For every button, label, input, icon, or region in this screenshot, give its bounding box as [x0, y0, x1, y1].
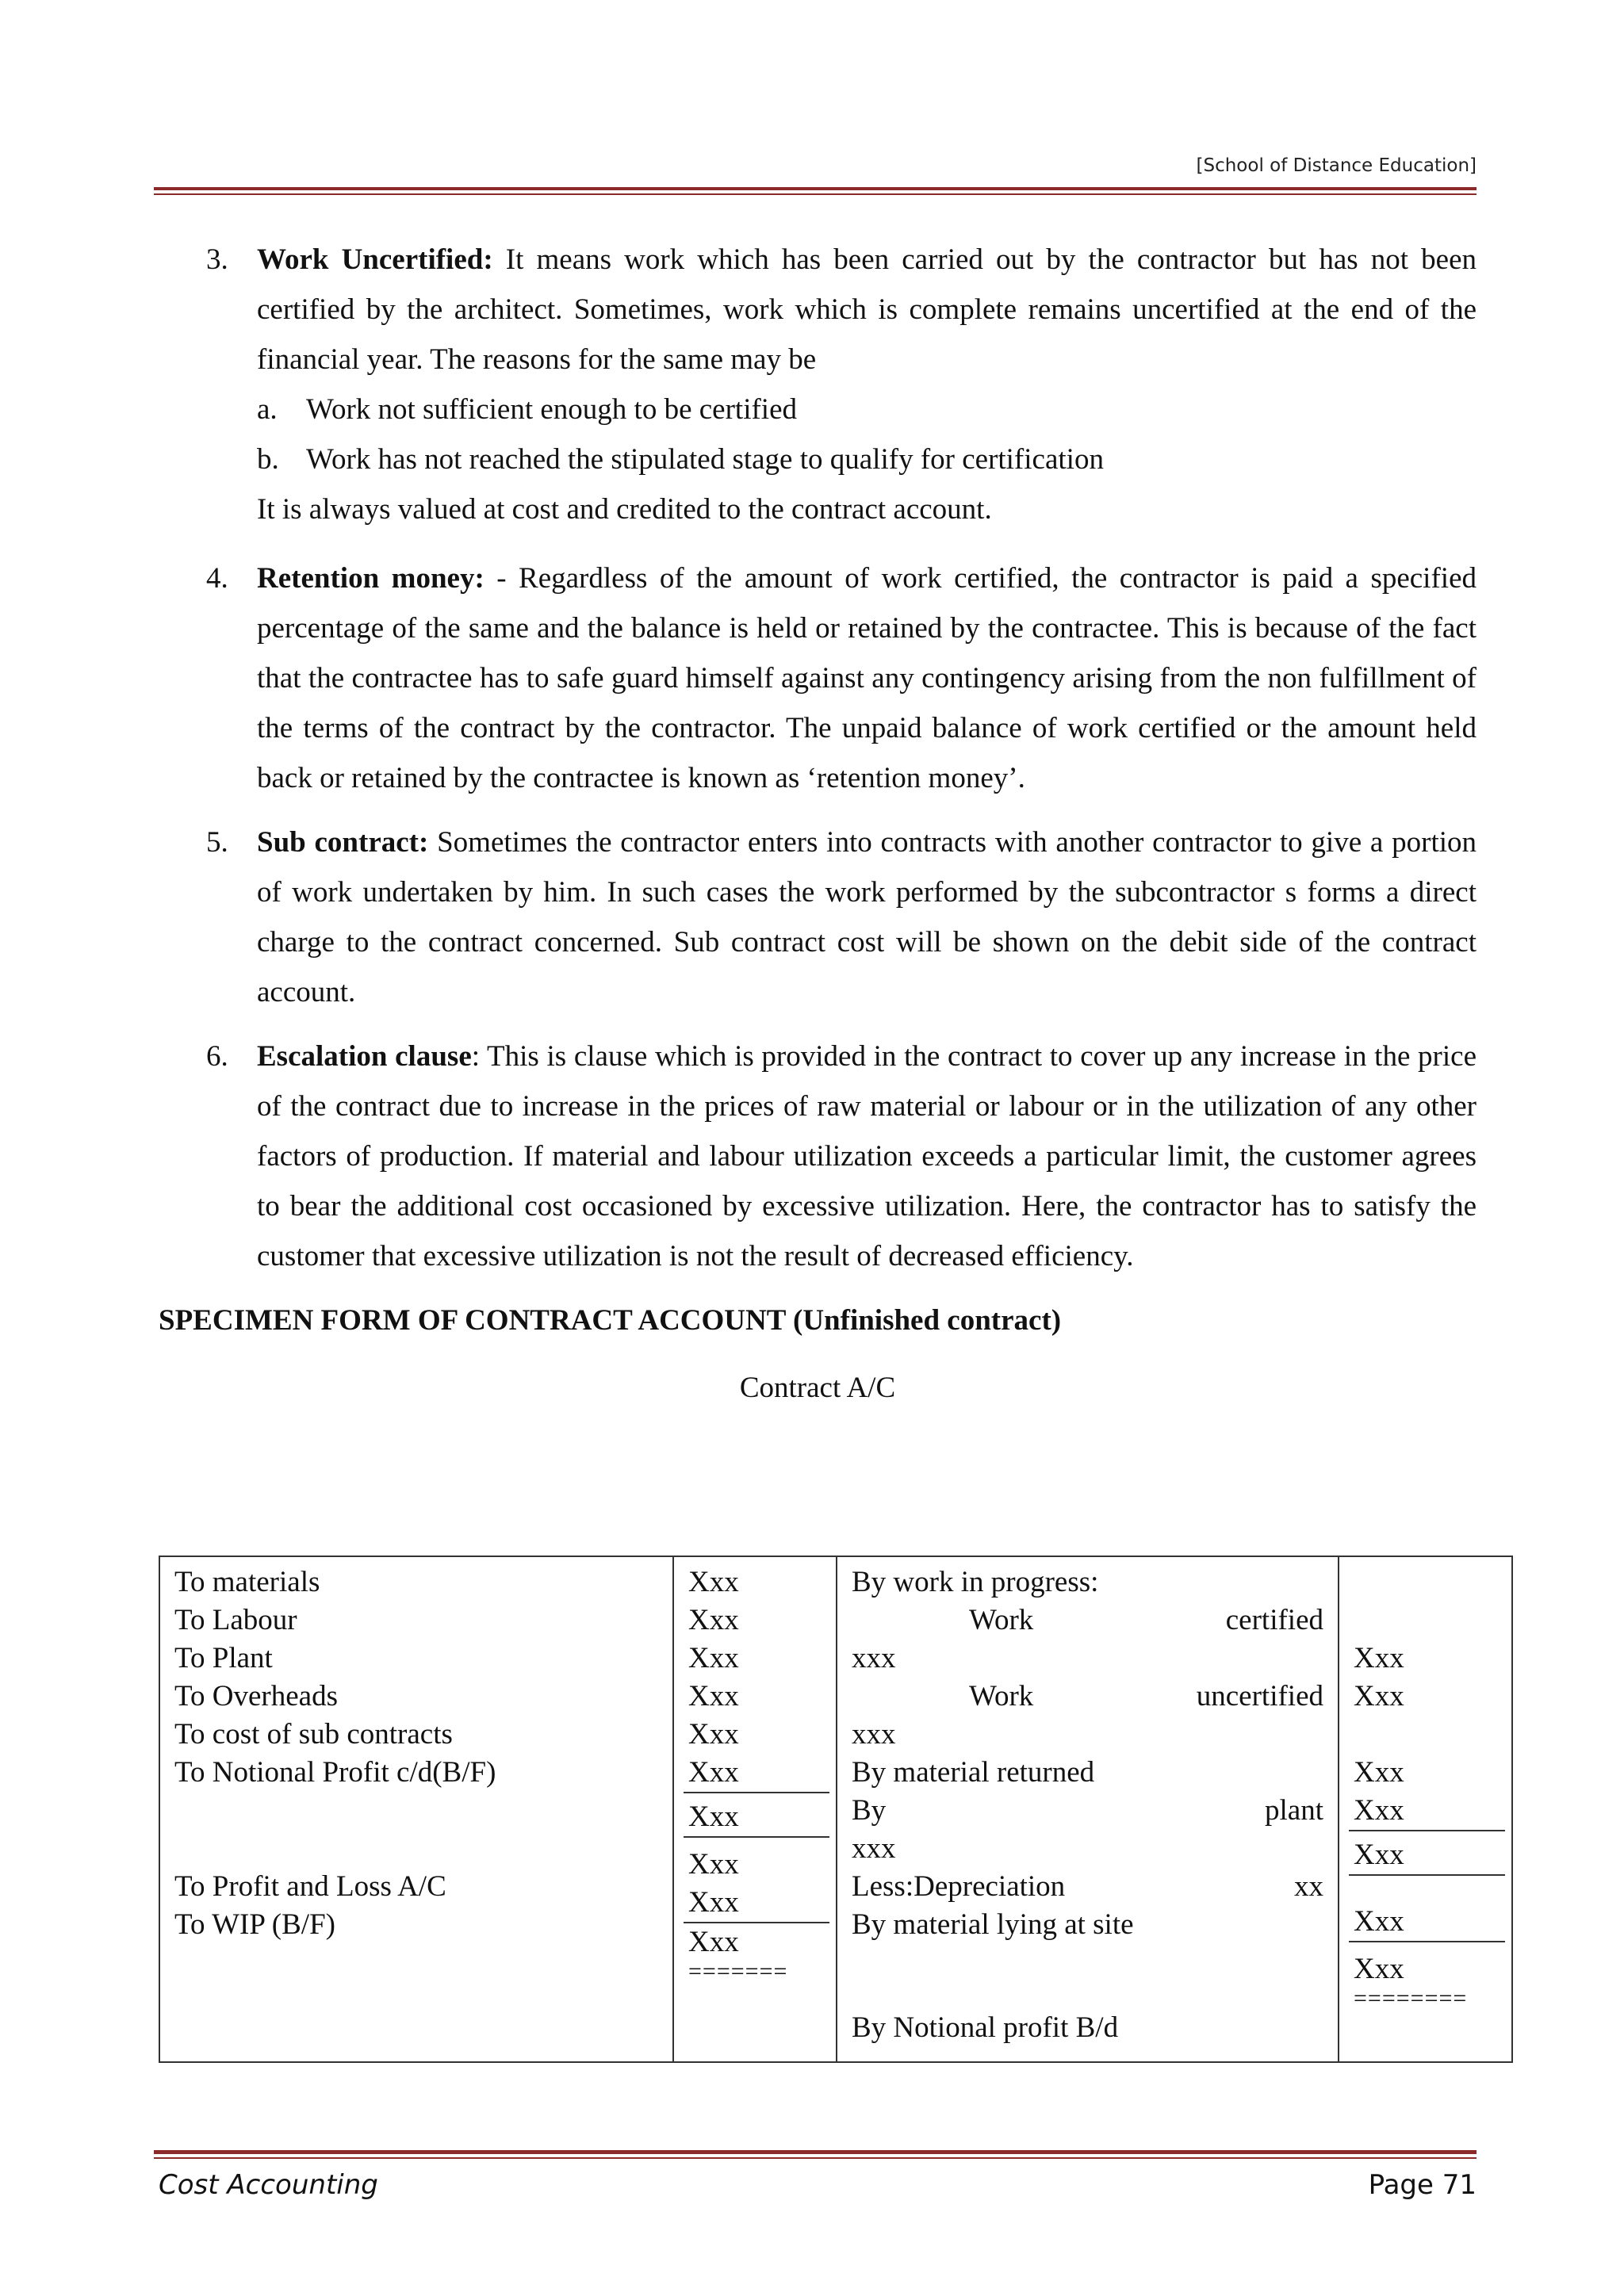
item-number: 4.	[206, 562, 228, 595]
footer-title: Cost Accounting	[159, 2169, 378, 2201]
item-term: Work Uncertified:	[257, 243, 493, 276]
item-text: : This is clause which is provided in the contract to cover up any increase in the price of the contract due to increase in the prices of raw material or labour or in the utilization of any other factors of production. If material and labour utilization exceeds a particular limit, the customer agrees to bear the additional cost occasioned by excessive utilization. Here, the contractor has to satisfy the customer that excessive utilization is not the result of decreased efficiency.	[257, 1040, 1477, 1272]
header-institution: [School of Distance Education]	[1196, 155, 1477, 176]
page-number: Page 71	[1368, 2169, 1477, 2201]
contract-account-table	[159, 1556, 1513, 2063]
item-text: - Regardless of the amount of work certified, the contractor is paid a specified percentage of the same and the balance is held or retained by the contractee. This is because of the fact that the contractee has to safe guard himself against any contingency arising from the non fulfillment of the terms of the contract by the contractor. The unpaid balance of work certified or the amount held back or retained by the contractee is known as ‘retention money’.	[257, 562, 1477, 794]
item-text: Sometimes the contractor enters into contracts with another contractor to give a portion of work undertaken by him. In such cases the work performed by the subcontractor s forms a direct charge to the contract concerned. Sub contract cost will be shown on the debit side of the contract account.	[257, 826, 1477, 1008]
item-term: Retention money:	[257, 562, 485, 595]
header-rule	[154, 187, 1477, 195]
table-caption: Contract A/C	[739, 1372, 896, 1404]
credit-total: Xxx	[1354, 1953, 1404, 1985]
list-item-5	[159, 817, 1477, 1017]
section-title: SPECIMEN FORM OF CONTRACT ACCOUNT (Unfinished contract)	[159, 1304, 1062, 1337]
debit-double-rule: =======	[688, 1958, 788, 1984]
item-note: It is always valued at cost and credited to the contract account.	[257, 493, 992, 526]
item-term: Escalation clause	[257, 1040, 472, 1073]
item-number: 3.	[206, 243, 228, 276]
credit-amounts: Xxx Xxx Xxx Xxx Xxx Xxx Xxx ========	[1339, 1556, 1512, 2062]
debit-subtotal: Xxx	[684, 1798, 829, 1838]
item-number: 6.	[206, 1040, 228, 1073]
debit-amounts: Xxx Xxx Xxx Xxx Xxx Xxx Xxx Xxx Xxx Xxx =======	[673, 1556, 837, 2062]
footer-rule	[154, 2150, 1477, 2159]
item-term: Sub contract:	[257, 826, 429, 859]
list-item-6	[159, 1031, 1477, 1281]
credit-subtotal: Xxx	[1349, 1836, 1505, 1876]
page-content	[159, 235, 1477, 1430]
list-item-3	[159, 235, 1477, 534]
item-text: It means work which has been carried out by the contractor but has not been certified by the architect. Sometimes, work which is complete remains uncertified at the end of the financial year. The reasons for the same may be	[257, 243, 1477, 376]
item-number: 5.	[206, 826, 228, 859]
debit-particulars: To materials To Labour To Plant To Overheads To cost of sub contracts To Notional Profit c/d(B/F) To Profit and Loss A/C To WIP (B/F)	[159, 1556, 673, 2062]
sub-item-b: b. Work has not reached the stipulated stage to qualify for certification	[257, 443, 1104, 476]
credit-double-rule: ========	[1354, 1985, 1468, 2011]
debit-total: Xxx	[688, 1926, 739, 1958]
list-item-4	[159, 553, 1477, 803]
credit-particulars: By work in progress: Work certified xxx Work uncertified xxx By material returned By plant xxx Less:Depreciation xx By material lying at site By Notional profit B/d	[837, 1556, 1339, 2062]
sub-item-a: a. Work not sufficient enough to be certified	[257, 393, 797, 426]
